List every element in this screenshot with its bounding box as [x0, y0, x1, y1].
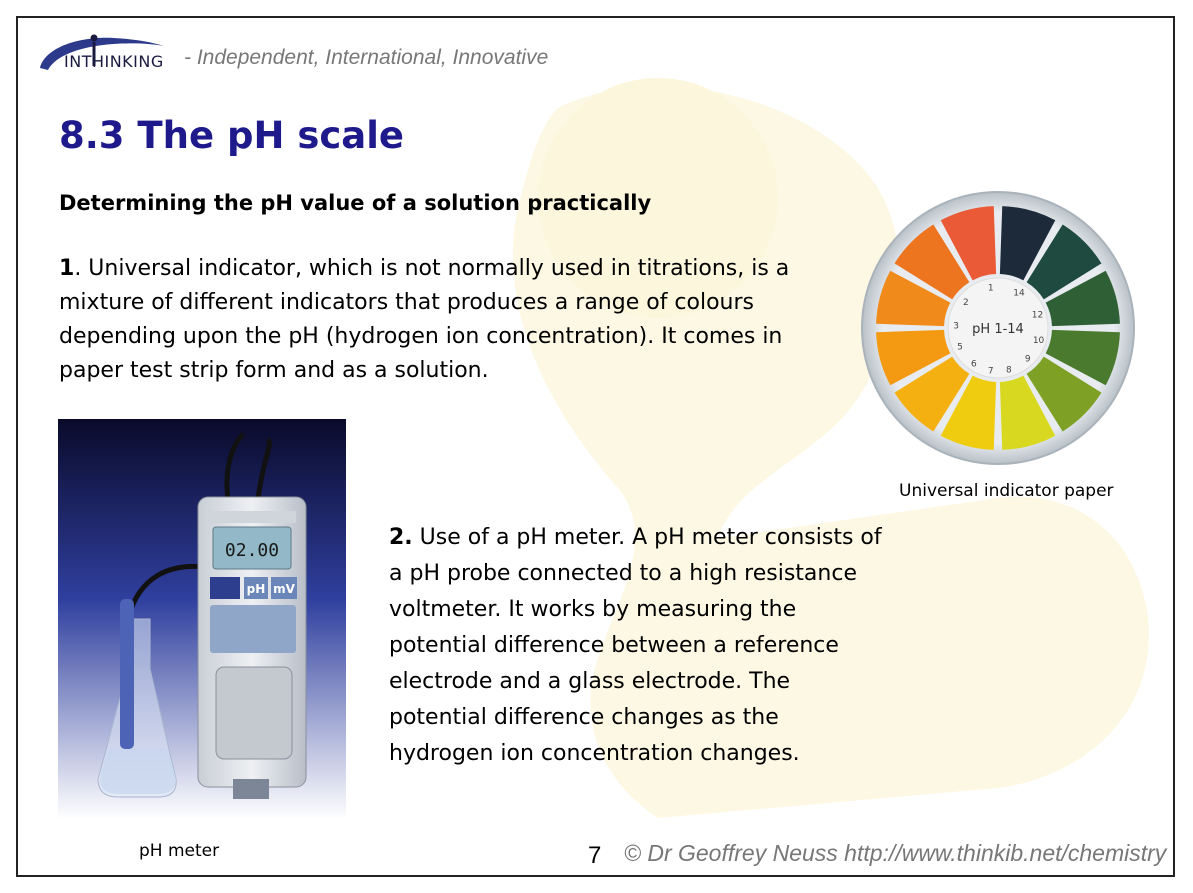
slide-subtitle: Determining the pH value of a solution practically [59, 191, 652, 215]
ph-number-label: 1 [987, 283, 994, 294]
universal-indicator-paper-image [858, 188, 1138, 468]
copyright: © Dr Geoffrey Neuss http://www.thinkib.net/chemistry [624, 840, 1167, 866]
ph-number-label: 10 [1032, 335, 1045, 346]
meter-caption: pH meter [139, 841, 220, 861]
slide-title: 8.3 The pH scale [59, 114, 405, 157]
point-text: Use of a pH meter. A pH meter consists of a pH probe connected to a high resistance voltmeter. It works by measuring the potential difference between a reference electrode and a glass electrode. The potential difference changes as the hydrogen ion concentration changes. [389, 525, 882, 766]
paragraph-ph-meter [389, 520, 889, 772]
ph-meter-image [58, 419, 346, 819]
meter-ph-button: pH [246, 582, 266, 596]
meter-mv-button: mV [273, 582, 295, 596]
ph-number-label: 9 [1024, 354, 1031, 365]
point-text: . Universal indicator, which is not normally used in titrations, is a mixture of different indicators that produces a range of colours depending upon the pH (hydrogen ion concentration). It comes in paper test strip form and as a solution. [59, 256, 790, 383]
paper-label: pH 1-14 [972, 322, 1024, 337]
ph-number-label: 12 [1031, 310, 1044, 321]
paragraph-universal-indicator [59, 252, 849, 388]
ph-number-label: 6 [971, 359, 977, 370]
meter-display-value: 02.00 [224, 540, 280, 561]
ph-number-label: 8 [1006, 365, 1012, 376]
ph-number-label: 7 [987, 366, 994, 377]
ph-number-label: 5 [957, 342, 963, 353]
logo-text: INTHINKING [64, 52, 164, 71]
tagline: - Independent, International, Innovative [184, 46, 549, 69]
point-number: 2. [389, 525, 413, 550]
paper-caption: Universal indicator paper [899, 481, 1114, 501]
ph-number-label: 3 [953, 321, 960, 332]
page-number: 7 [588, 842, 602, 869]
ph-number-label: 14 [1013, 288, 1025, 299]
point-number: 1 [59, 256, 75, 281]
ph-number-label: 2 [962, 298, 969, 309]
slide [16, 16, 1175, 877]
